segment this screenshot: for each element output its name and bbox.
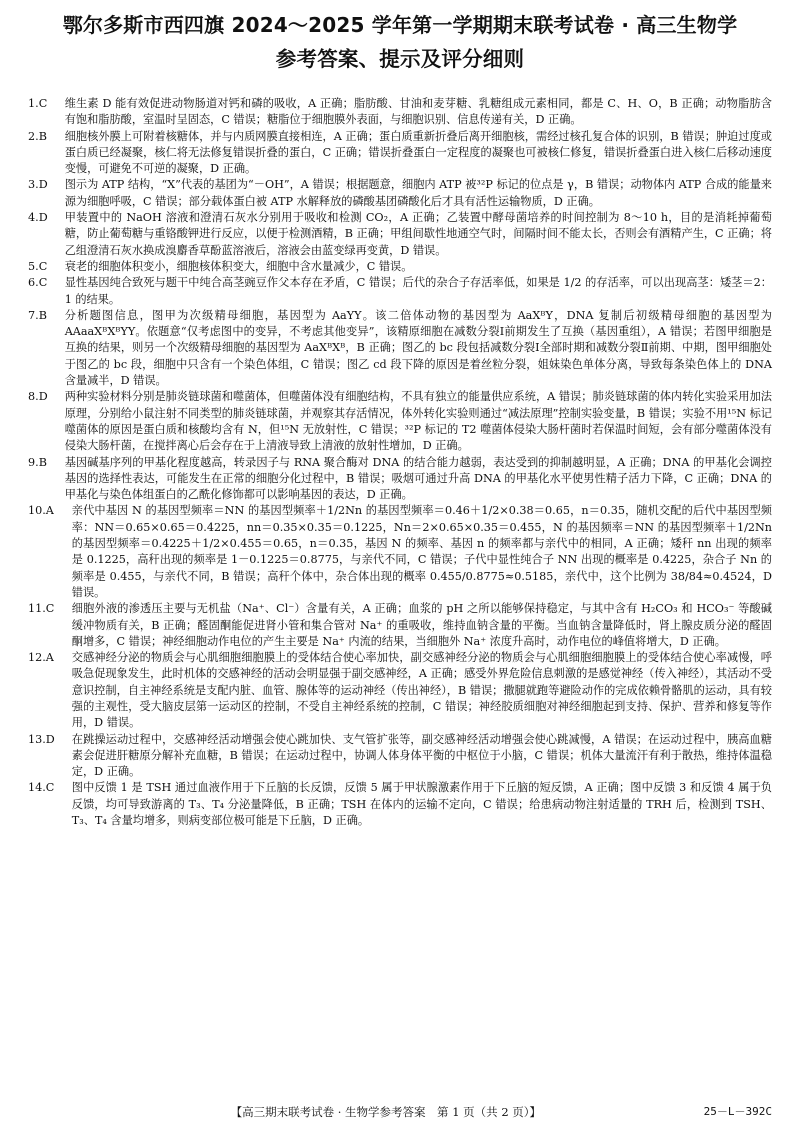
explanation-text: 基因碱基序列的甲基化程度越高，转录因子与 RNA 聚合酶对 DNA 的结合能力越弱，表达受到的抑制越明显，A 正确；DNA 的甲基化会调控基因的选择性表达，可能发生在正常的细胞分化过程中，B 错误；吸烟可通过升高 DNA 的甲基化水平使男性精子活力下降，C 正确；DNA 的甲基化与染色体组蛋白的乙酰化修饰都可以影响基因的表达，D 正确。 [64, 455, 772, 502]
question-number: 8. [28, 390, 39, 404]
question-number: 2. [28, 129, 39, 143]
explanation-text: 甲装置中的 NaOH 溶液和澄清石灰水分别用于吸收和检测 CO₂，A 正确；乙装置中酵母菌培养的时间控制为 8～10 h，目的是消耗掉葡萄糖，防止葡萄糖与重铬酸钾进行反应，以便于检测酒精，B 正确；甲组间歇性地通空气时，间隔时间不能太长，否则会有酒精产生，C 正确；将乙组澄清石灰水换成溴麝香草酚蓝溶液后，溶液会由蓝变绿再变黄，D 错误。 [64, 211, 772, 257]
page-title: 鄂尔多斯市西四旗 2024～2025 学年第一学期期末联考试卷 · 高三生物学 [62, 13, 738, 37]
explanation-text: 在跳操运动过程中，交感神经活动增强会使心跳加快、支气管扩张等，副交感神经活动增强会使心跳减慢，A 错误；在运动过程中，胰高血糖素会促进肝糖原分解补充血糖，B 错误；在运动过程中，协调人体身体平衡的中枢位于小脑，C 错误；机体大量流汗有利于散热，维持体温稳定，D 正确。 [71, 732, 772, 779]
answer-letter: D [38, 178, 48, 192]
answer-item-12 [28, 650, 772, 731]
question-number: 1. [28, 97, 39, 110]
question-number: 5. [28, 259, 39, 273]
answer-letter: A [45, 651, 54, 665]
answer-item-7 [28, 308, 772, 389]
question-number: 10. [28, 504, 46, 518]
question-number: 9. [28, 455, 39, 469]
answer-letter: C [45, 602, 55, 616]
answer-letter: B [38, 129, 47, 143]
question-number: 4. [28, 211, 39, 225]
explanation-text: 维生素 D 能有效促进动物肠道对钙和磷的吸收，A 正确；脂肪酸、甘油和麦芽糖、乳糖组成元素相同，都是 C、H、O，B 正确；动物脂肪含有饱和脂肪酸，室温时呈固态，C 错误；糖脂位于细胞膜外表面，与细胞识别、信息传递有关，D 正确。 [64, 97, 772, 127]
answer-letter: B [38, 308, 47, 322]
footer-page-info: 【高三期末联考试卷 · 生物学参考答案 第 1 页（共 2 页）】 [230, 1105, 542, 1119]
explanation-text: 两种实验材料分别是肺炎链球菌和噬菌体，但噬菌体没有细胞结构，不具有独立的能量供应系统，A 错误；肺炎链球菌的体内转化实验采用加法原理，分别给小鼠注射不同类型的肺炎链球菌，并观察其存活情况，体外转化实验则通过“减法原理”控制实验变量，B 错误；实验不用¹⁵N 标记噬菌体的原因是蛋白质和核酸均含有 N，但¹⁵N 无放射性，C 错误；³²P 标记的 T2 噬菌体侵染大肠杆菌时若保温时间短，会有部分噬菌体没有侵染大肠杆菌，在搅拌离心后会存在于上清液导致上清液的放射性增加，D 正确。 [64, 390, 772, 453]
page-footer [38, 1104, 772, 1120]
answer-letter: C [45, 781, 55, 795]
question-number: 12. [28, 651, 46, 665]
explanation-text: 亲代中基因 N 的基因型频率＝NN 的基因型频率＋1/2Nn 的基因型频率＝0.46＋1/2×0.38＝0.65，n＝0.35，随机交配的后代中基因型频率：NN＝0.65×0.65＝0.4225，nn＝0.35×0.35＝0.1225，Nn＝2×0.65×0.35＝0.455，N 的基因频率＝NN 的基因型频率＋1/2Nn 的基因型频率＝0.4225＋1/2×0.455＝0.65，n＝0.35，基因 N 的频率、基因 n 的频率都与亲代中的相同，A 正确；矮秆 nn 出现的频率是 0.1225，高秆出现的频率是 1－0.1225＝0.8775，与亲代不同，C 错误；子代中显性纯合子 NN 出现的概率是 0.4225，杂合子 Nn 的频率是 0.455，与亲代不同，B 错误；高秆个体中，杂合体出现的概率 0.455/0.8775≈0.5185，亲代中，这个比例为 38/84≈0.4524，D 错误。 [71, 504, 772, 599]
answer-item-6 [28, 275, 772, 308]
answer-letter: C [38, 259, 48, 273]
explanation-text: 细胞核外膜上可附着核糖体，并与内质网膜直接相连，A 正确；蛋白质重新折叠后离开细胞核，需经过核孔复合体的识别，B 错误；肿迫过度或蛋白质已经凝聚，核仁将无法修复错误折叠的蛋白，C 正确；错误折叠蛋白一定程度的凝聚也可被核仁修复，错误折叠蛋白进入核仁后移动速度变慢，可避免不可逆的凝聚，D 正确。 [64, 129, 772, 176]
explanation-text: 细胞外液的渗透压主要与无机盐（Na⁺、Cl⁻）含量有关，A 正确；血浆的 pH 之所以能够保持稳定，与其中含有 H₂CO₃ 和 HCO₃⁻ 等酸碱缓冲物质有关，B 正确；醛固酮能促进肾小管和集合管对 Na⁺ 的重吸收，维持血钠含量的平衡。当血钠含量降低时，肾上腺皮质分泌的醛固酮增多，C 错误；神经细胞动作电位的产生主要是 Na⁺ 内流的结果，当细胞外 Na⁺ 浓度升高时，动作电位的峰值将增大，D 正确。 [71, 602, 772, 648]
answer-item-1 [28, 96, 772, 129]
answer-item-8 [28, 389, 772, 454]
answer-letter: D [38, 390, 48, 404]
explanation-text: 衰老的细胞体积变小，细胞核体积变大，细胞中含水量减少，C 错误。 [64, 259, 413, 273]
footer-code: 25－L－392C [703, 1105, 772, 1118]
answer-item-3 [28, 177, 772, 210]
question-number: 6. [28, 276, 39, 290]
answer-item-2 [28, 129, 772, 178]
answer-letter: D [45, 732, 55, 746]
question-number: 7. [28, 308, 39, 322]
explanation-text: 分析题图信息，图甲为次级精母细胞，基因型为 AaYY。该二倍体动物的基因型为 AaXᴮY，DNA 复制后初级精母细胞的基因型为 AAaaXᴮXᴮYY。依题意“仅考虑图中的变异，不考虑其他变异”，该精原细胞在减数分裂Ⅰ前期发生了互换（基因重组），A 错误；若图甲细胞是互换的结果，则另一个次级精母细胞的基因型为 AaXᴮXᴮ，B 正确；图乙的 bc 段包括减数分裂Ⅰ全部时期和减数分裂Ⅱ前期、中期，图甲细胞处于图乙的 bc 段，细胞中只含有一个染色体组，C 错误；图乙 cd 段下降的原因是着丝粒分裂，姐妹染色单体分离，导致每条染色体上的 DNA 含量减半，D 错误。 [64, 308, 772, 388]
answer-item-5 [28, 259, 772, 275]
question-number: 11. [28, 602, 46, 616]
answer-letter: B [38, 455, 47, 469]
answer-item-14 [28, 780, 772, 829]
answer-letter: D [38, 211, 48, 225]
answer-item-9 [28, 455, 772, 504]
page-subtitle: 参考答案、提示及评分细则 [275, 47, 525, 71]
answer-item-10 [28, 503, 772, 601]
answer-letter: C [38, 276, 48, 290]
question-number: 13. [28, 732, 46, 746]
explanation-text: 显性基因纯合致死与题干中纯合高茎豌豆作父本存在矛盾，C 错误；后代的杂合子存活率低，如果是 1/2 的存活率，可以出现高茎：矮茎＝2：1 的结果。 [64, 276, 772, 306]
question-number: 3. [28, 178, 39, 192]
answer-item-11 [28, 601, 772, 650]
answer-letter: C [38, 97, 48, 110]
answer-item-4 [28, 210, 772, 259]
question-number: 14. [28, 781, 46, 795]
explanation-text: 交感神经分泌的物质会与心肌细胞细胞膜上的受体结合使心率加快，副交感神经分泌的物质会与心肌细胞细胞膜上的受体结合使心率减慢，呼吸急促现象发生，此时机体的交感神经的活动会明显强于副交感神经，A 正确；感受外界危险信息刺激的是感觉神经（传入神经），其活动不受意识控制，自主神经系统是支配内脏、血管、腺体等的运动神经（传出神经），B 错误；撒腿就跑等避险动作的完成依赖骨骼肌的运动，具有较强的主观性，受大脑皮层第一运动区的控制，不受自主神经系统的控制，C 错误；神经胶质细胞对神经细胞起到支持、保护、营养和修复等作用，D 错误。 [71, 651, 772, 730]
explanation-text: 图示为 ATP 结构，“X”代表的基团为“－OH”，A 错误；根据题意，细胞内 ATP 被³²P 标记的位点是 γ，B 错误；动物体内 ATP 合成的能量来源为细胞呼吸，C 错误；部分载体蛋白被 ATP 水解释放的磷酸基团磷酸化后才具有活性运输物质，D 正确。 [64, 178, 772, 208]
answer-letter: A [45, 504, 54, 518]
answer-list [28, 96, 772, 829]
explanation-text: 图中反馈 1 是 TSH 通过血液作用于下丘脑的长反馈，反馈 5 属于甲状腺激素作用于下丘脑的短反馈，A 正确；图中反馈 3 和反馈 4 属于负反馈，均可导致游离的 T₃、T₄ 分泌量降低，B 正确；TSH 在体内的运输不定向，C 错误；给患病动物注射适量的 TRH 后，检测到 TSH、T₃、T₄ 含量均增多，则病变部位极可能是下丘脑，D 正确。 [71, 781, 772, 828]
answer-item-13 [28, 732, 772, 781]
